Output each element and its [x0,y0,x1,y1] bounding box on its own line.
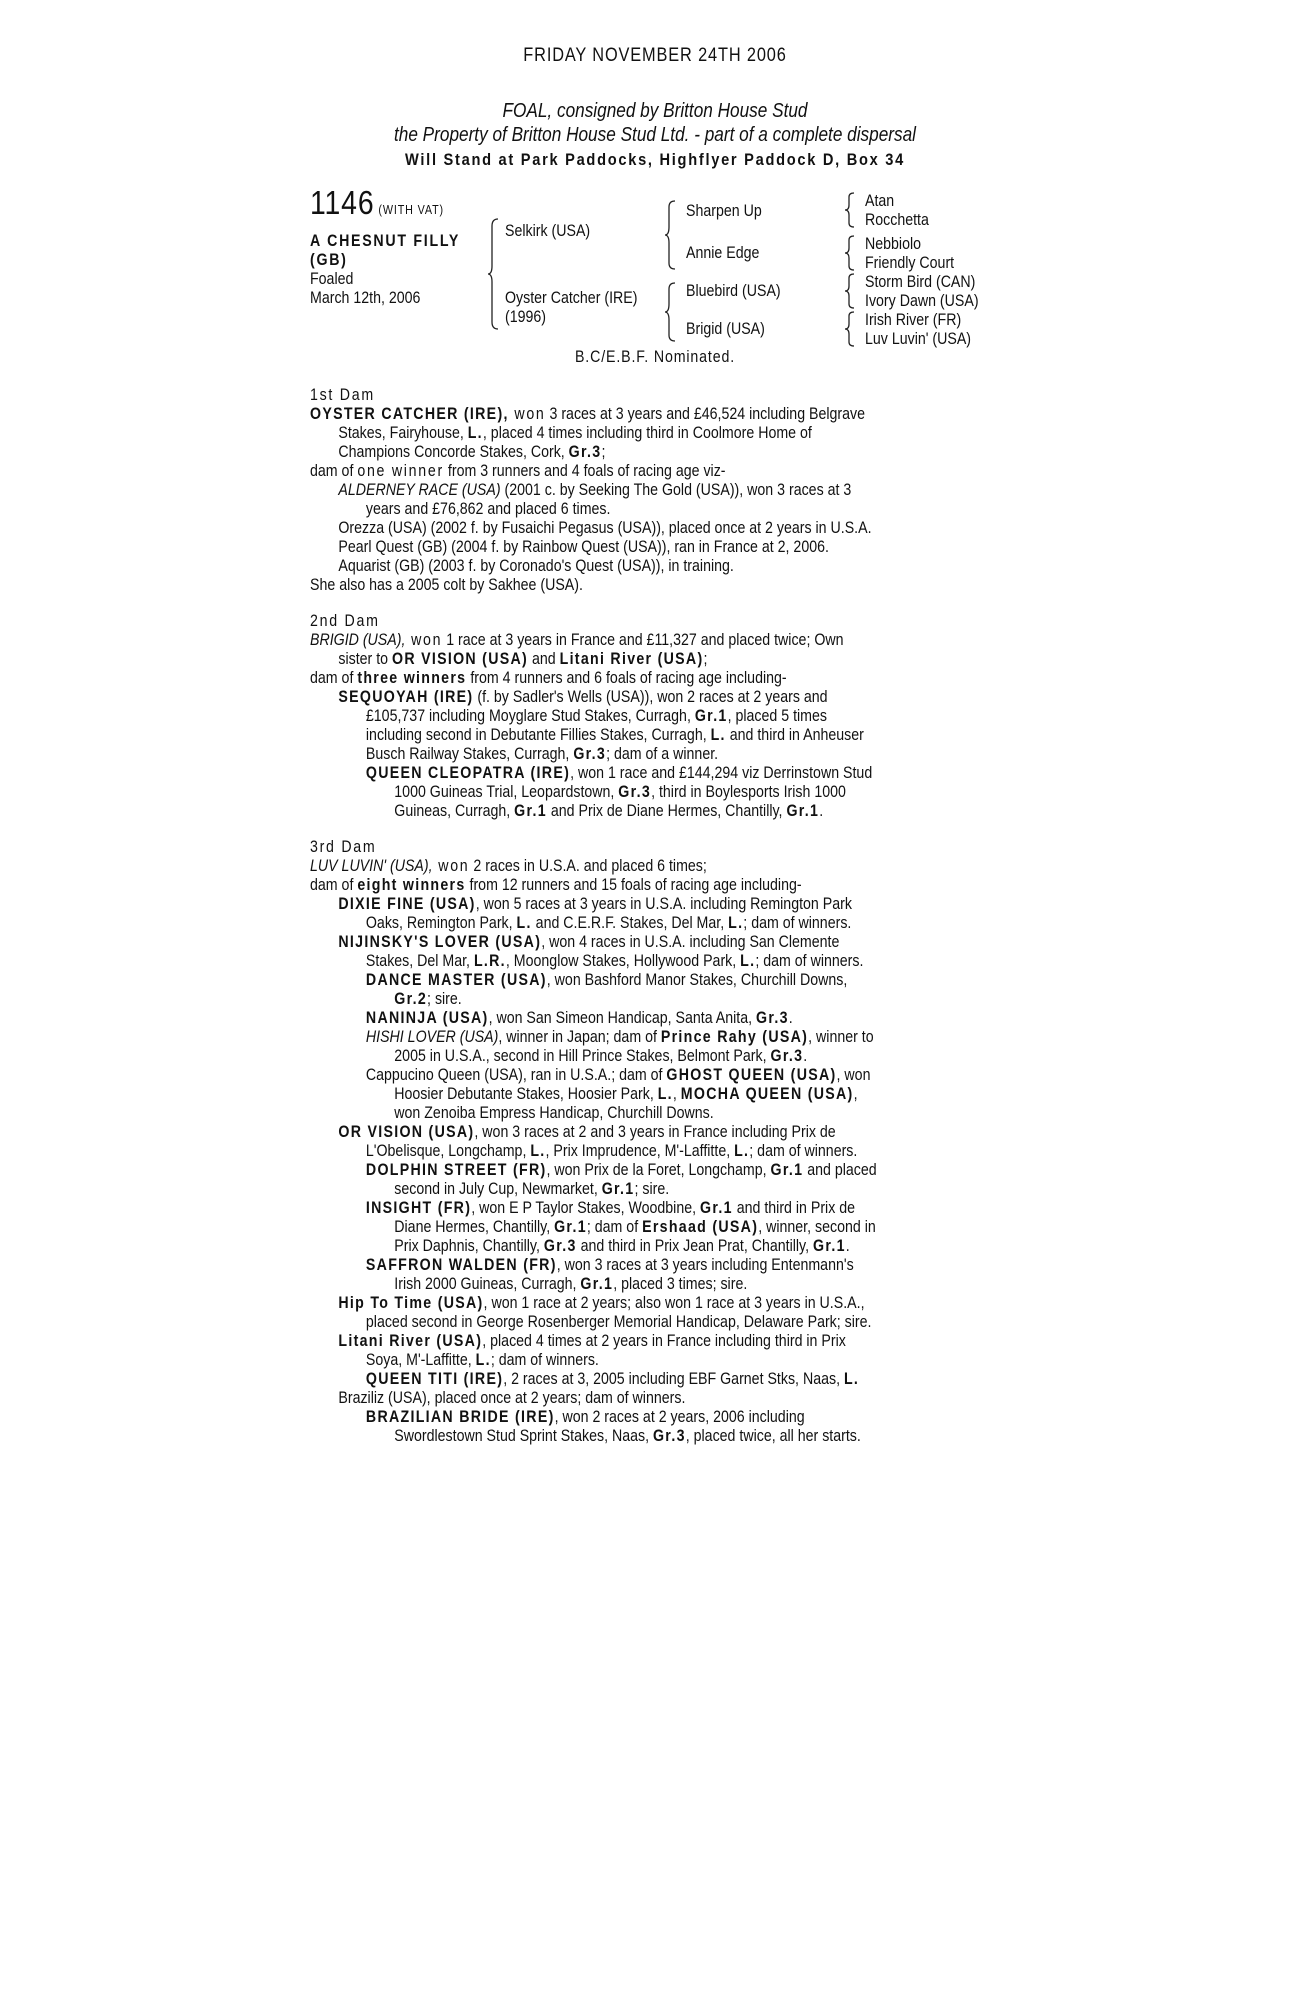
text-line: dam of [310,462,358,480]
text-line: , won 1 race at 2 years; also won 1 race at 3 years in U.S.A., [483,1294,865,1312]
text-line: Pearl Quest (GB) (2004 f. by Rainbow Quest (USA)), ran in France at 2, 2006. [338,538,829,556]
text-line [310,952,903,971]
text-line [310,933,903,952]
text-line: ; [703,650,708,668]
nomination-note: B.C/E.B.F. Nominated. [574,348,736,366]
text-line: , winner to [808,1028,874,1046]
text-line: and placed [803,1161,877,1179]
text-line [310,1256,903,1275]
text-line: , placed 3 times; sire. [613,1275,748,1293]
text-line: . [819,802,824,820]
text-line: ; dam of winners. [755,952,864,970]
text-line: , won San Simeon Handicap, Santa Anita, [488,1009,756,1027]
pedigree-bracket-sharpen-up [845,192,857,228]
text-line: , won 5 races at 3 years in U.S.A. including Remington Park [475,895,852,913]
text-line: Gr.1 [770,1161,804,1179]
text-line: HISHI LOVER (USA) [365,1028,499,1046]
text-line: She also has a 2005 colt by Sakhee (USA). [310,576,583,594]
pedigree-bracket-dam [665,282,679,342]
text-line: ALDERNEY RACE (USA) [338,481,501,499]
pedigree-gen3-4: Friendly Court [865,254,955,272]
text-line: , placed 4 times at 2 years in France including third in Prix [482,1332,846,1350]
first-dam-section [310,386,903,595]
text-line: Gr.1 [554,1218,587,1236]
text-line [310,971,903,990]
text-line: , placed twice, all her starts. [685,1427,861,1445]
text-line: Irish 2000 Guineas, Curragh, [394,1275,581,1293]
text-line [310,895,903,914]
text-line [310,802,903,821]
text-line: Gr.1 [786,802,820,820]
text-line: , won 2 races at 2 years, 2006 including [554,1408,805,1426]
text-line [310,1370,903,1389]
text-line: Stakes, Fairyhouse, [338,424,468,442]
text-line: and third in Anheuser [725,726,864,744]
horse-description-line2: (GB) [310,251,348,269]
text-line: Gr.3 [568,443,602,461]
text-line: Gr.3 [618,783,652,801]
text-line: Oaks, Remington Park, [365,914,517,932]
pedigree-gen3-2: Rocchetta [865,211,929,229]
text-line [310,405,903,424]
text-line: ; [601,443,606,461]
text-line: £105,737 including Moyglare Stud Stakes, Curragh, [365,707,695,725]
text-line: BRAZILIAN BRIDE (IRE) [365,1408,555,1426]
text-line: from 3 runners and 4 foals of racing age viz- [443,462,726,480]
text-line: second in July Cup, Newmarket, [394,1180,602,1198]
text-line: L. [710,726,726,744]
text-line: and C.E.R.F. Stakes, Del Mar, [531,914,729,932]
text-line: Guineas, Curragh, [394,802,515,820]
text-line: SEQUOYAH (IRE) [338,688,474,706]
pedigree-bracket-annie-edge [845,235,857,271]
text-line: Braziliz (USA), placed once at 2 years; dam of winners. [338,1389,686,1407]
text-line [310,1028,903,1047]
pedigree-dam-sire: Bluebird (USA) [686,282,781,300]
text-line: , [672,1085,681,1103]
text-line: , won [836,1066,871,1084]
text-line: Champions Concorde Stakes, Cork, [338,443,569,461]
text-line [310,1047,903,1066]
text-line [310,726,903,745]
text-line [310,1085,903,1104]
text-line: Soya, M'-Laffitte, [365,1351,476,1369]
text-line: placed second in George Rosenberger Memorial Handicap, Delaware Park; sire. [365,1313,872,1331]
text-line: from 4 runners and 6 foals of racing age including- [466,669,787,687]
text-line: Gr.3 [573,745,607,763]
text-line: , winner in Japan; dam of [498,1028,661,1046]
text-line [310,745,903,764]
text-line: , placed 5 times [727,707,827,725]
text-line: and third in Prix de [732,1199,856,1217]
text-line: dam of [310,669,358,687]
text-line: won [432,857,470,875]
text-line: Litani River (USA) [559,650,704,668]
text-line: 3 races at 3 years and £46,524 including Belgrave [545,405,866,423]
text-line [310,1427,903,1446]
text-line: DOLPHIN STREET (FR) [365,1161,547,1179]
text-line [310,1218,903,1237]
text-line: 2 races in U.S.A. and placed 6 times; [469,857,707,875]
text-line: (1996) [505,308,547,326]
text-line [310,424,903,443]
text-line: BRIGID (USA), [310,631,406,649]
text-line: , [853,1085,858,1103]
pedigree-gen3-3: Nebbiolo [865,235,922,253]
text-line [310,1294,903,1313]
text-line: Ershaad (USA) [642,1218,759,1236]
text-line: , winner, second in [758,1218,876,1236]
text-line: L. [467,424,483,442]
text-line: L. [734,1142,750,1160]
text-line: . [803,1047,808,1065]
lot-heading [310,184,444,221]
text-line: Prince Rahy (USA) [660,1028,809,1046]
text-line [310,1332,903,1351]
text-line: SAFFRON WALDEN (FR) [365,1256,557,1274]
text-line: LUV LUVIN' (USA), [310,857,433,875]
consignor-line: FOAL, consigned by Britton House Stud [502,100,808,122]
text-line [310,1351,903,1370]
text-line: Prix Daphnis, Chantilly, [394,1237,544,1255]
text-line [310,764,903,783]
text-line: Aquarist (GB) (2003 f. by Coronado's Quest (USA)), in training. [338,557,734,575]
sale-date: FRIDAY NOVEMBER 24TH 2006 [523,45,787,66]
pedigree-sire-sire: Sharpen Up [686,202,762,220]
text-line: ; dam of a winner. [606,745,719,763]
stand-location: Will Stand at Park Paddocks, Highflyer Paddock D, Box 34 [405,150,905,169]
text-line [310,481,903,500]
text-line: L.R. [473,952,506,970]
text-line: , Moonglow Stakes, Hollywood Park, [505,952,741,970]
text-line [310,876,903,895]
text-line: Gr.3 [543,1237,577,1255]
text-line [310,1009,903,1028]
text-line: , 2 races at 3, 2005 including EBF Garnet Stks, Naas, [503,1370,844,1388]
text-line: Foaled [310,270,354,288]
section-heading: 1st Dam [310,386,375,404]
text-line: OYSTER CATCHER (IRE), [310,405,509,423]
text-line: Gr.2 [394,990,428,1008]
text-line: L. [516,914,532,932]
text-line: . [788,1009,793,1027]
text-line: Gr.3 [770,1047,804,1065]
text-line: , won Prix de la Foret, Longchamp, [546,1161,771,1179]
text-line: and Prix de Diane Hermes, Chantilly, [546,802,787,820]
text-line: eight winners [357,876,466,894]
pedigree-bracket-brigid [845,311,857,347]
text-line: (f. by Sadler's Wells (USA)), won 2 races at 2 years and [473,688,828,706]
text-line: Gr.1 [694,707,728,725]
text-line: ; sire. [427,990,462,1008]
text-line: , won 3 races at 3 years including Entenmann's [556,1256,854,1274]
text-line: L'Obelisque, Longchamp, [365,1142,531,1160]
text-line: NIJINSKY'S LOVER (USA) [338,933,542,951]
property-line: the Property of Britton House Stud Ltd. - part of a complete dispersal [393,124,916,146]
text-line: L. [843,1370,860,1388]
text-line: , won 4 races in U.S.A. including San Clemente [541,933,840,951]
text-line: L. [740,952,756,970]
text-line: , won 1 race and £144,294 viz Derrinstown Stud [570,764,873,782]
text-line: L. [530,1142,546,1160]
text-line: L. [475,1351,491,1369]
section-heading: 3rd Dam [310,838,377,856]
text-line: MOCHA QUEEN (USA) [680,1085,854,1103]
text-line: Orezza (USA) (2002 f. by Fusaichi Pegasus (USA)), placed once at 2 years in U.S.A. [338,519,872,537]
text-line: INSIGHT (FR) [365,1199,472,1217]
text-line: Gr.3 [755,1009,789,1027]
text-line: Hoosier Debutante Stakes, Hoosier Park, [394,1085,658,1103]
text-line [310,443,903,462]
text-line: ; dam of winners. [490,1351,599,1369]
text-line [310,1275,903,1294]
text-line: GHOST QUEEN (USA) [666,1066,837,1084]
text-line: Gr.1 [699,1199,733,1217]
text-line: won Zenoiba Empress Handicap, Churchill Downs. [394,1104,714,1122]
text-line: QUEEN CLEOPATRA (IRE) [365,764,571,782]
horse-description [310,232,460,270]
text-line: L. [728,914,744,932]
text-line [310,914,903,933]
text-line: Oyster Catcher (IRE) [505,289,638,307]
text-line: Gr.3 [652,1427,686,1445]
text-line: one winner [357,462,444,480]
text-line: OR VISION (USA) [338,1123,475,1141]
text-line: from 12 runners and 15 foals of racing age including- [465,876,802,894]
text-line [310,1408,903,1427]
text-line: . [845,1237,850,1255]
text-line [310,1123,903,1142]
text-line: Litani River (USA) [338,1332,483,1350]
horse-description-line1: A CHESNUT FILLY [310,232,461,250]
text-line: Cappucino Queen (USA), ran in U.S.A.; dam of [365,1066,667,1084]
section-heading: 2nd Dam [310,612,380,630]
text-line: 2005 in U.S.A., second in Hill Prince Stakes, Belmont Park, [394,1047,771,1065]
pedigree-sire: Selkirk (USA) [505,222,591,240]
text-line: 1000 Guineas Trial, Leopardstown, [394,783,619,801]
text-line: Gr.1 [812,1237,846,1255]
text-line: won [405,631,443,649]
text-line [310,1237,903,1256]
text-line: , won E P Taylor Stakes, Woodbine, [471,1199,700,1217]
text-line: years and £76,862 and placed 6 times. [365,500,611,518]
text-line: ; dam of winners. [743,914,852,932]
third-dam-section [310,838,903,1446]
text-line: including second in Debutante Fillies Stakes, Curragh, [365,726,711,744]
text-line [310,1199,903,1218]
text-line: , won Bashford Manor Stakes, Churchill Downs, [546,971,848,989]
text-line: OR VISION (USA) [392,650,529,668]
text-line: Gr.1 [580,1275,614,1293]
text-line [310,688,903,707]
text-line [310,1161,903,1180]
text-line [310,1142,903,1161]
foaled-date [310,270,420,308]
text-line: QUEEN TITI (IRE) [365,1370,504,1388]
text-line: and [528,650,560,668]
lot-number: 1146 [310,184,375,221]
text-line [310,669,903,688]
text-line: , placed 4 times including third in Coolmore Home of [482,424,812,442]
text-line: and third in Prix Jean Prat, Chantilly, [576,1237,813,1255]
text-line [310,783,903,802]
second-dam-section [310,612,903,821]
pedigree-sire-dam: Annie Edge [686,244,760,262]
text-line: , Prix Imprudence, M'-Laffitte, [545,1142,735,1160]
text-line [310,462,903,481]
text-line [310,857,903,876]
text-line [310,650,903,669]
pedigree-bracket-sire [665,200,679,270]
pedigree-bracket-sire-dam [488,218,502,330]
text-line: Stakes, Del Mar, [365,952,474,970]
text-line: , won 3 races at 2 and 3 years in France including Prix de [474,1123,836,1141]
text-line: 1 race at 3 years in France and £11,327 and placed twice; Own [442,631,844,649]
text-line: won [508,405,546,423]
text-line: Diane Hermes, Chantilly, [394,1218,555,1236]
text-line: Gr.1 [514,802,547,820]
text-line: , third in Boylesports Irish 1000 [651,783,846,801]
text-line: ; dam of [586,1218,643,1236]
text-line: L. [657,1085,673,1103]
text-line: three winners [357,669,467,687]
text-line [310,1180,903,1199]
text-line: dam of [310,876,358,894]
pedigree-gen3-5: Storm Bird (CAN) [865,273,976,291]
text-line: DANCE MASTER (USA) [365,971,547,989]
pedigree-gen3-7: Irish River (FR) [865,311,962,329]
pedigree-bracket-bluebird [845,273,857,309]
text-line: (2001 c. by Seeking The Gold (USA)), won 3 races at 3 [500,481,852,499]
pedigree-dam [505,289,637,327]
pedigree-dam-dam: Brigid (USA) [686,320,765,338]
text-line [310,990,903,1009]
text-line [310,1066,903,1085]
text-line: Swordlestown Stud Sprint Stakes, Naas, [394,1427,653,1445]
text-line: sister to [338,650,393,668]
text-line [310,707,903,726]
pedigree-gen3-8: Luv Luvin' (USA) [865,330,972,348]
text-line: Hip To Time (USA) [338,1294,484,1312]
text-line: NANINJA (USA) [365,1009,489,1027]
vat-note: (WITH VAT) [378,203,444,217]
text-line: Gr.1 [601,1180,635,1198]
pedigree-gen3-1: Atan [865,192,895,210]
text-line: ; sire. [634,1180,670,1198]
text-line: Busch Railway Stakes, Curragh, [365,745,574,763]
text-line: DIXIE FINE (USA) [338,895,476,913]
pedigree-gen3-6: Ivory Dawn (USA) [865,292,979,310]
text-line: ; dam of winners. [749,1142,858,1160]
text-line: March 12th, 2006 [310,289,421,307]
text-line [310,631,903,650]
